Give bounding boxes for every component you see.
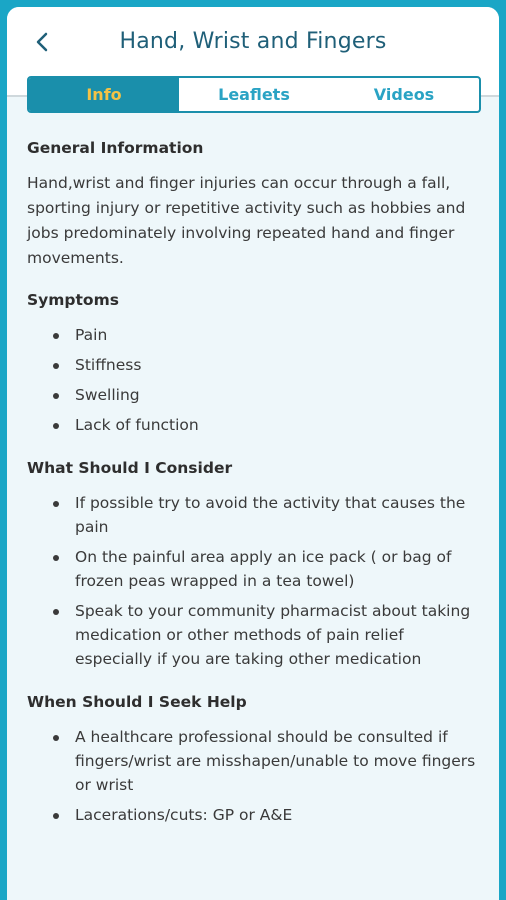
tab-info[interactable]: Info bbox=[29, 78, 179, 111]
symptoms-list bbox=[53, 323, 485, 437]
list-item: On the painful area apply an ice pack ( or bag of frozen peas wrapped in a tea towel) bbox=[53, 545, 485, 593]
tab-videos[interactable]: Videos bbox=[373, 85, 435, 104]
tab-bar bbox=[27, 76, 481, 113]
tab-leaflets[interactable]: Leaflets bbox=[218, 85, 290, 104]
seek-help-list bbox=[53, 725, 485, 827]
list-item: A healthcare professional should be consulted if fingers/wrist are misshapen/unable to move fingers or wrist bbox=[53, 725, 485, 797]
list-item: If possible try to avoid the activity that causes the pain bbox=[53, 491, 485, 539]
page-title: Hand, Wrist and Fingers bbox=[119, 29, 387, 54]
list-item: Lacerations/cuts: GP or A&E bbox=[53, 803, 485, 827]
list-item: Pain bbox=[53, 323, 485, 347]
list-item: Swelling bbox=[53, 383, 485, 407]
general-information-heading: General Information bbox=[27, 139, 204, 157]
consider-list bbox=[53, 491, 485, 671]
list-item: Speak to your community pharmacist about taking medication or other methods of pain relief especially if you are taking other medication bbox=[53, 599, 485, 671]
list-item: Lack of function bbox=[53, 413, 485, 437]
seek-help-heading: When Should I Seek Help bbox=[27, 693, 247, 711]
symptoms-heading: Symptoms bbox=[27, 291, 119, 309]
consider-heading: What Should I Consider bbox=[27, 459, 233, 477]
app-screen bbox=[7, 7, 499, 900]
info-content bbox=[27, 139, 485, 849]
general-information-text: Hand,wrist and finger injuries can occur through a fall, sporting injury or repetitive activity such as hobbies and jobs predominately involving repeated hand and finger movements. bbox=[27, 174, 466, 267]
list-item: Stiffness bbox=[53, 353, 485, 377]
